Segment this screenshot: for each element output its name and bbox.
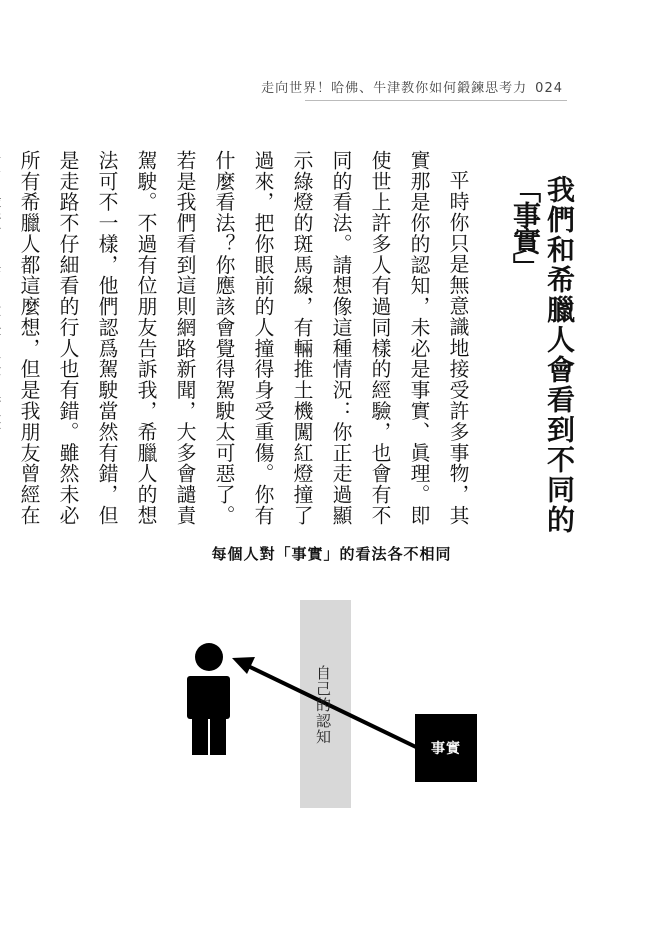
book-title: 走向世界！哈佛、牛津教你如何鍛鍊思考力 [261, 81, 528, 96]
body-paragraph: 平時你只是無意識地接受許多事物，其實那是你的認知，未必是事實、眞理。即使世上許多人有過同樣的經驗，也會有不同的看法。請想像這種情況：你正走過顯示綠燈的斑馬線，有輛推土機闖紅燈撞了過來，把你眼前的人撞得身受重傷。你有什麼看法？你應該會覺得駕駛太可惡了。若是我們看到這則網路新聞，大多會譴責駕駛。不過有位朋友告訴我，希臘人的想法可不一樣，他們認爲駕駛當然有錯，但是走路不仔細看的行人也有錯。雖然未必所有希臘人都這麼想，但是我朋友曾經在 [17, 150, 469, 525]
heading-line-2: 「事實」 [509, 175, 542, 279]
figure-caption: 每個人對「事實」的看法各不相同 [211, 545, 452, 563]
page-number: 024 [535, 81, 563, 96]
fact-box [415, 714, 477, 782]
fact-label: 事實 [431, 741, 461, 757]
perception-label: 自己的認知 [314, 665, 332, 745]
heading-line-1: 我們和希臘人會看到不同的 [543, 175, 576, 535]
